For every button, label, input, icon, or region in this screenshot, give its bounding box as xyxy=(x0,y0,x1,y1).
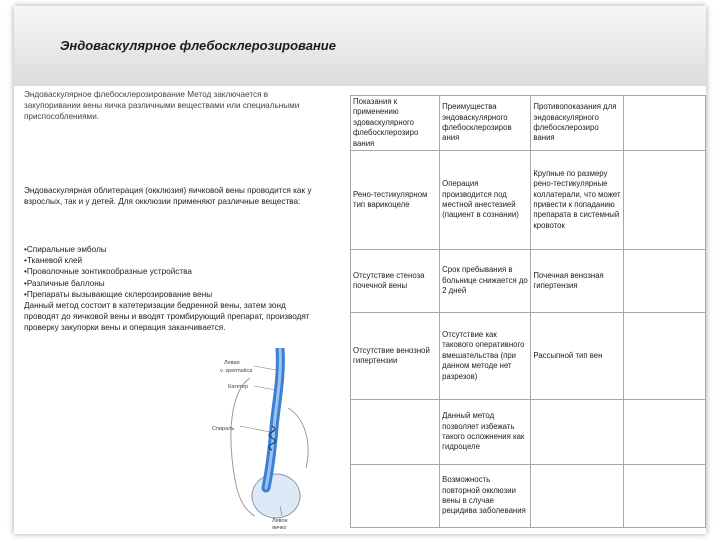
table-cell: Крупные по размеру рено-тестикулярные коллатерали, что может привести к попаданию препарата в системный кровоток xyxy=(531,151,624,250)
label-catheter: Катетер xyxy=(228,384,249,390)
table-row xyxy=(351,313,706,400)
method-description: Данный метод состоит в катетеризации бедренной вены, затем зонд проводят до яичковой вены и вводят тромбирующий препарат, производят проверку закупорки вены и операция заканчивается. xyxy=(24,301,310,333)
empty-cell xyxy=(624,400,706,465)
table-cell: Отсутствие стеноза почечной вены xyxy=(351,250,440,313)
body-outline-right xyxy=(288,408,308,468)
table-cell: Отсутствие венозной гипертензии xyxy=(351,313,440,400)
table-row xyxy=(351,250,706,313)
table-cell xyxy=(531,465,624,528)
table-cell xyxy=(351,465,440,528)
label-spiral: Спираль xyxy=(212,426,235,432)
intro-paragraph: Эндоваскулярное флебосклерозирование Метод заключается в закупоривании вены яичка различными веществами или специальными приспособлениями. xyxy=(24,90,300,122)
table-row xyxy=(351,400,706,465)
label-left: Левая xyxy=(224,360,240,366)
label-testis-1: Левое xyxy=(272,518,288,524)
table-header-row xyxy=(351,96,706,151)
table-cell xyxy=(351,400,440,465)
body-outline xyxy=(231,378,255,516)
table-cell xyxy=(531,400,624,465)
bullet-item: •Тканевой клей xyxy=(24,256,83,266)
bullet-item: •Препараты вызывающие склерозирование вены xyxy=(24,289,213,299)
header-contraindications: Противопоказания для эндоваскулярного флебосклерозиро вания xyxy=(531,96,624,151)
table-cell: Почечная венозная гипертензия xyxy=(531,250,624,313)
slide xyxy=(14,6,706,534)
obliteration-paragraph: Эндоваскулярная облитерация (окклюзия) яичковой вены проводится как у взрослых, так и у детей. Для окклюзии применяют различные вещества: xyxy=(24,186,312,207)
empty-cell xyxy=(624,96,706,151)
table-row xyxy=(351,465,706,528)
slide-title: Эндоваскулярное флебосклерозирование xyxy=(60,38,336,53)
empty-cell xyxy=(624,313,706,400)
testis-shape xyxy=(252,474,300,518)
table-cell: Данный метод позволяет избежать такого осложнения как гидроцеле xyxy=(440,400,531,465)
table-cell: Срок пребывания в больнице снижается до 2 дней xyxy=(440,250,531,313)
bullet-item: •Различные баллоны xyxy=(24,278,105,288)
table-cell: Операция производится под местной анестезией (пациент в сознании) xyxy=(440,151,531,250)
header-indications: Показания к применению эдоваскулярного флебосклерозиро вания xyxy=(351,96,440,151)
bullet-item: •Проволочные зонтикообразные устройства xyxy=(24,267,192,277)
leader-line xyxy=(254,366,276,370)
table-cell: Рено-тестикулярном тип варикоцеле xyxy=(351,151,440,250)
methods-block xyxy=(24,244,314,334)
empty-cell xyxy=(624,151,706,250)
empty-cell xyxy=(624,465,706,528)
vein-illustration xyxy=(210,348,330,530)
table-cell: Отсутствие как такового оперативного вмешательства (при данном методе нет разрезов) xyxy=(440,313,531,400)
table-cell: Возможность повторной окклюзии вены в случае рецидива заболевания xyxy=(440,465,531,528)
leader-line xyxy=(240,426,270,432)
table-cell: Рассыпной тип вен xyxy=(531,313,624,400)
leader-line xyxy=(254,386,276,390)
label-testis-2: яичко xyxy=(272,525,287,530)
bullet-item: •Спиральные эмболы xyxy=(24,245,107,254)
header-advantages: Преимущества эндоваскулярного флебосклерозиров ания xyxy=(440,96,531,151)
comparison-table xyxy=(350,95,706,528)
empty-cell xyxy=(624,250,706,313)
table-row xyxy=(351,151,706,250)
label-vein: v. spermatica xyxy=(220,368,253,374)
